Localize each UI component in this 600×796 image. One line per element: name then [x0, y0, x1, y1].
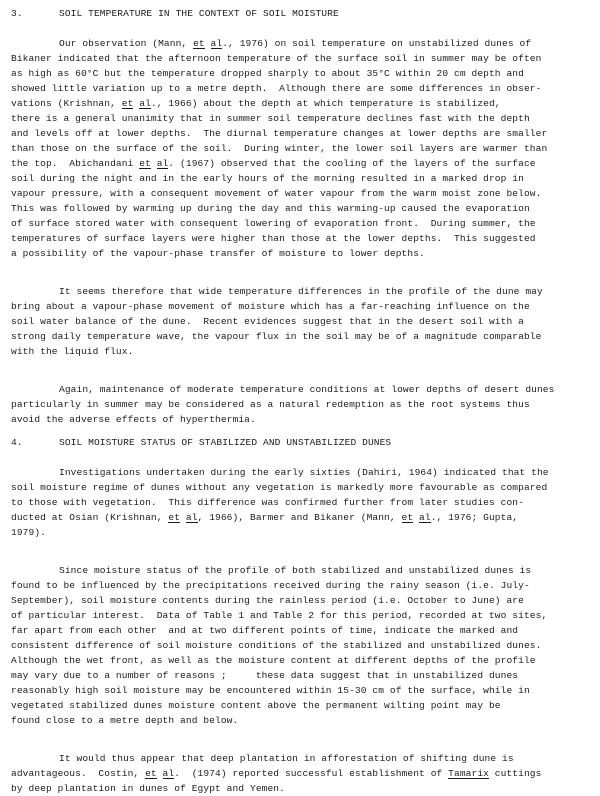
text-line: vations (Krishnan, et al., 1966) about the depth at which temperature is stabilized, — [11, 98, 501, 109]
text-line: found to be influenced by the precipitations received during the rainy season (i.e. July- — [11, 580, 530, 591]
text-line: temperatures of surface layers were higher than those at the lower depths. This suggested — [11, 233, 536, 244]
text-line: soil during the night and in the early hours of the morning resulted in a marked drop in — [11, 173, 524, 184]
text-line: of surface stored water with consequent lowering of evaporation front. During summer, the — [11, 218, 536, 229]
section-title: SOIL TEMPERATURE IN THE CONTEXT OF SOIL MOISTURE — [59, 8, 339, 19]
text-line: consistent difference of soil moisture conditions of the stabilized and unstabilized dunes. — [11, 640, 542, 651]
text-line: bring about a vapour-phase movement of moisture which has a far-reaching influence on the — [11, 301, 530, 312]
text-line: Again, maintenance of moderate temperature conditions at lower depths of desert dunes — [59, 384, 555, 395]
text-line: Although the wet front, as well as the moisture content at different depths of the profile — [11, 655, 536, 666]
section-title: SOIL MOISTURE STATUS OF STABILIZED AND UNSTABILIZED DUNES — [59, 437, 392, 448]
section-4 — [11, 427, 596, 796]
text-line: vegetated stabilized dunes moisture content above the permanent wilting point may be — [11, 700, 501, 711]
section-number: 4. — [11, 437, 23, 448]
underline-mark — [145, 778, 157, 779]
underline-mark — [139, 108, 151, 109]
text-line: avoid the adverse effects of hyperthermia. — [11, 414, 256, 425]
text-line: showed little variation up to a metre depth. Although there are some differences in obser- — [11, 83, 542, 94]
text-line: reasonably high soil moisture may be encountered within 15-30 cm of the surface, while in — [11, 685, 530, 696]
spacer — [11, 728, 596, 743]
text-line: of particular interest. Data of Table 1 and Table 2 for this period, recorded at two sites, — [11, 610, 548, 621]
document-page — [11, 6, 596, 796]
text-line: as high as 60°C but the temperature dropped sharply to about 35°C within 20 cm depth and — [11, 68, 524, 79]
text-line: It seems therefore that wide temperature differences in the profile of the dune may — [59, 286, 543, 297]
paragraph — [11, 382, 596, 427]
underline-mark — [139, 168, 151, 169]
underline-mark — [168, 522, 180, 523]
underline-mark — [211, 48, 223, 49]
paragraph — [11, 563, 596, 728]
text-line: This was followed by warming up during the day and this warming-up caused the evaporation — [11, 203, 530, 214]
underline-mark — [193, 48, 205, 49]
paragraph — [11, 751, 596, 796]
underline-mark — [122, 108, 134, 109]
text-line: Bikaner indicated that the afternoon temperature of the surface soil in summer may be often — [11, 53, 542, 64]
text-line: 1979). — [11, 527, 46, 538]
text-line: may vary due to a number of reasons ; these data suggest that in unstabilized dunes — [11, 670, 519, 681]
section-heading — [11, 6, 596, 21]
text-line: ducted at Osian (Krishnan, et al, 1966), Barmer and Bikaner (Mann, et al., 1976; Gupta, — [11, 512, 519, 523]
text-line: soil moisture regime of dunes without any vegetation is markedly more favourable as compared — [11, 482, 548, 493]
paragraph — [11, 36, 596, 261]
spacer — [11, 450, 596, 465]
spacer — [11, 555, 596, 563]
spacer — [11, 276, 596, 284]
underline-mark — [402, 522, 414, 523]
text-line: Our observation (Mann, et al., 1976) on soil temperature on unstabilized dunes of — [59, 38, 532, 49]
spacer — [11, 359, 596, 374]
spacer — [11, 743, 596, 751]
text-line: advantageous. Costin, et al. (1974) reported successful establishment of Tamarix cuttings — [11, 768, 542, 779]
spacer — [11, 261, 596, 276]
spacer — [11, 374, 596, 382]
text-line: far apart from each other and at two different points of time, indicate the marked and — [11, 625, 519, 636]
section-3 — [11, 6, 596, 427]
underline-mark — [157, 168, 169, 169]
text-line: and levels off at lower depths. The diurnal temperature changes at lower depths are smaller — [11, 128, 548, 139]
section-heading — [11, 435, 596, 450]
paragraph — [11, 465, 596, 540]
underline-mark — [186, 522, 198, 523]
text-line: a possibility of the vapour-phase transfer of moisture to lower depths. — [11, 248, 425, 259]
text-line: strong daily temperature wave, the vapour flux in the soil may be of a magnitude comparable — [11, 331, 542, 342]
spacer — [11, 427, 596, 435]
text-line: particularly in summer may be considered as a natural redemption as the root systems thus — [11, 399, 530, 410]
section-number: 3. — [11, 8, 23, 19]
spacer — [11, 540, 596, 555]
text-line: there is a general unanimity that in summer soil temperature declines fast with the depth — [11, 113, 530, 124]
spacer — [11, 21, 596, 36]
text-line: found close to a metre depth and below. — [11, 715, 239, 726]
text-line: soil water balance of the dune. Recent evidences suggest that in the desert soil with a — [11, 316, 524, 327]
underline-mark — [448, 778, 489, 779]
text-line: with the liquid flux. — [11, 346, 134, 357]
text-line: the top. Abichandani et al. (1967) observed that the cooling of the layers of the surface — [11, 158, 536, 169]
underline-mark — [163, 778, 175, 779]
paragraph — [11, 284, 596, 359]
underline-mark — [419, 522, 431, 523]
text-line: by deep plantation in dunes of Egypt and Yemen. — [11, 783, 285, 794]
text-line: Since moisture status of the profile of both stabilized and unstabilized dunes is — [59, 565, 532, 576]
text-line: It would thus appear that deep plantation in afforestation of shifting dune is — [59, 753, 514, 764]
text-line: Investigations undertaken during the early sixties (Dahiri, 1964) indicated that the — [59, 467, 549, 478]
text-line: September), soil moisture contents during the rainless period (i.e. October to June) are — [11, 595, 524, 606]
text-line: vapour pressure, with a consequent movement of water vapour from the warm moist zone below. — [11, 188, 542, 199]
text-line: to those with vegetation. This difference was confirmed further from later studies con- — [11, 497, 524, 508]
text-line: than those on the surface of the soil. During winter, the lower soil layers are warmer than — [11, 143, 548, 154]
